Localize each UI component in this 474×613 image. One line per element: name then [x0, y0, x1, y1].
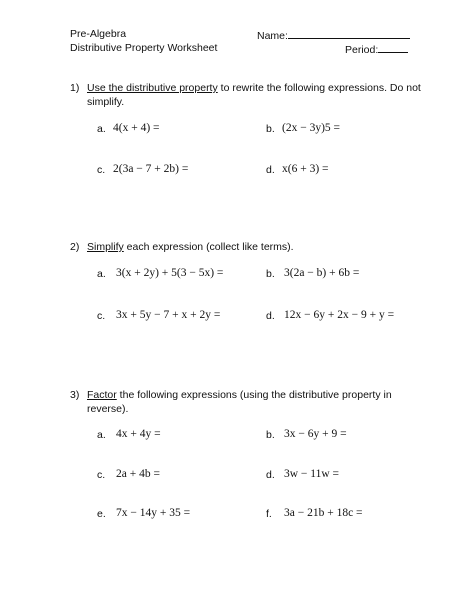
q1-item-label: d.	[266, 164, 275, 176]
q2-instruction	[87, 241, 294, 253]
q1-instruction	[87, 82, 421, 94]
q3-item-label: c.	[97, 469, 106, 481]
q2-instruction-rest: each expression (collect like terms).	[123, 241, 294, 253]
q3-item-expression: 7x − 14y + 35 =	[116, 507, 191, 519]
q3-instruction-line2: reverse).	[87, 403, 129, 415]
q1-item-label: b.	[266, 123, 275, 135]
q3-item-expression: 3x − 6y + 9 =	[284, 428, 347, 440]
q3-item-label: b.	[266, 429, 275, 441]
name-label: Name:	[257, 30, 288, 42]
q1-item-expression: x(6 + 3) =	[282, 163, 329, 175]
q1-instruction-rest: to rewrite the following expressions. Do not	[217, 82, 421, 94]
period-label: Period:	[345, 44, 379, 56]
q2-item-label: c.	[97, 310, 106, 322]
q2-item-expression: 12x − 6y + 2x − 9 + y =	[284, 309, 395, 321]
q1-item-expression: 4(x + 4) =	[113, 122, 160, 134]
q1-instruction-key: Use the distributive property	[87, 82, 218, 94]
course-name: Pre-Algebra	[70, 28, 127, 40]
q3-item-expression: 2a + 4b =	[116, 468, 160, 480]
q1-item-expression: (2x − 3y)5 =	[282, 122, 341, 134]
name-field[interactable]	[257, 28, 410, 42]
q1-instruction-line2: simplify.	[87, 96, 125, 108]
q1-item-label: a.	[97, 123, 106, 135]
q2-number: 2)	[70, 241, 80, 253]
q2-item-expression: 3x + 5y − 7 + x + 2y =	[116, 309, 221, 321]
q3-instruction-key: Factor	[87, 389, 117, 401]
period-field[interactable]	[345, 42, 408, 56]
q3-item-label: e.	[97, 508, 106, 520]
q3-item-expression: 3w − 11w =	[284, 468, 340, 480]
q1-number: 1)	[70, 82, 80, 94]
q1-item-expression: 2(3a − 7 + 2b) =	[113, 163, 189, 175]
q3-number: 3)	[70, 389, 80, 401]
q3-item-expression: 3a − 21b + 18c =	[284, 507, 363, 519]
q3-instruction	[87, 389, 392, 401]
q2-instruction-key: Simplify	[87, 241, 124, 253]
q2-item-label: a.	[97, 268, 106, 280]
q2-item-label: d.	[266, 310, 275, 322]
name-blank[interactable]	[288, 28, 410, 39]
q3-item-expression: 4x + 4y =	[116, 428, 161, 440]
q2-item-label: b.	[266, 268, 275, 280]
q3-item-label: d.	[266, 469, 275, 481]
worksheet-title: Distributive Property Worksheet	[70, 42, 218, 54]
q3-item-label: a.	[97, 429, 106, 441]
period-blank[interactable]	[378, 42, 408, 53]
q2-item-expression: 3(2a − b) + 6b =	[284, 267, 360, 279]
q1-item-label: c.	[97, 164, 106, 176]
q3-instruction-rest: the following expressions (using the distributive property in	[116, 389, 392, 401]
q3-item-label: f.	[266, 508, 272, 520]
q2-item-expression: 3(x + 2y) + 5(3 − 5x) =	[116, 267, 224, 279]
